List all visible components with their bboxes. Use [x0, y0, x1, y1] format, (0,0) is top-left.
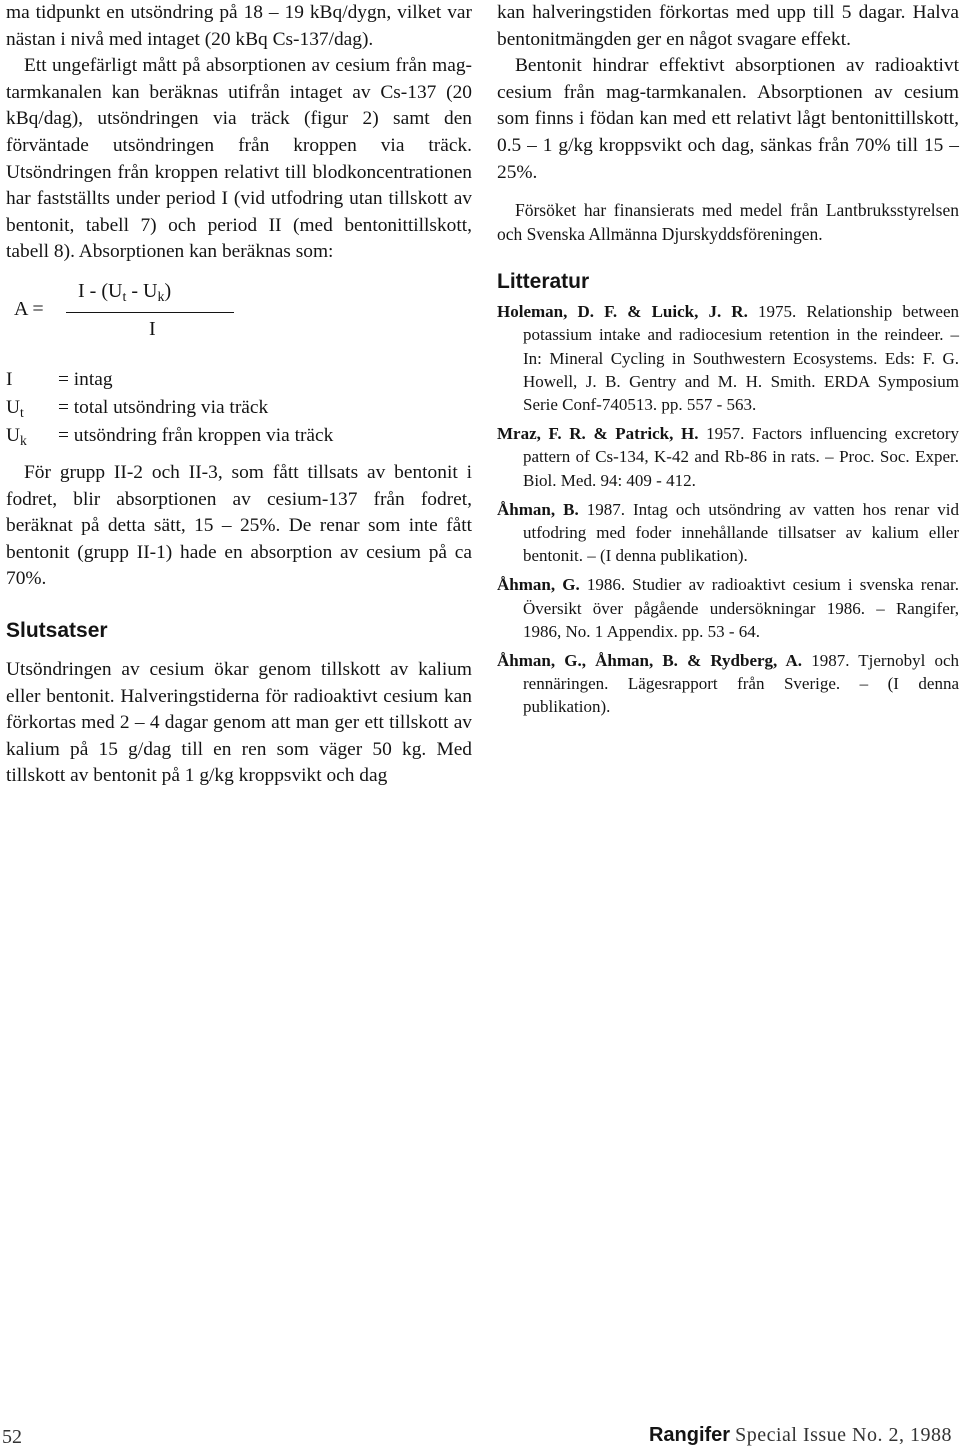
issue-info: Special Issue No. 2, 1988: [735, 1424, 952, 1446]
formula-denominator: I: [149, 317, 156, 340]
reference-list: [497, 300, 959, 718]
formula-definitions: [6, 366, 333, 450]
reference-item: Mraz, F. R. & Patrick, H. 1957. Factors influencing excretory pattern of Cs-134, K-42 and Rb-86 in rats. – Proc. Soc. Exper. Biol. Med. 94: 409 - 412.: [497, 424, 959, 490]
paragraph-continuation-right: kan halveringstiden förkortas med upp till 5 dagar. Halva bentonitmängden ger en något svagare effekt.: [497, 2, 959, 50]
right-column: [497, 0, 959, 725]
formula-lhs: A =: [14, 297, 44, 320]
page-number: 52: [2, 1426, 22, 1448]
formula-numerator: I - $(U_t - U_k)$: [78, 279, 172, 305]
fraction-bar: [66, 312, 234, 313]
paragraph-results: För grupp II-2 och II-3, som fått tillsats av bentonit i fodret, blir absorptionen av cesium-137 från fodret, beräknat på detta sätt, 15 – 25%. De renar som inte fått bentonit (grupp II-1) hade en absorption av cesium på ca 70%.: [6, 461, 472, 590]
reference-item: Holeman, D. F. & Luick, J. R. 1975. Relationship between potassium intake and radiocesium retention in the reindeer. – In: Mineral Cycling in Southwestern Ecosystems. Eds: F. G. Howell, J. B. Gentry and M. H. Smith. ERDA Symposium Serie Conf-740513. pp. 557 - 563.: [497, 302, 960, 414]
reference-item: Åhman, B. 1987. Intag och utsöndring av vatten hos renar vid utfodring med foder innehållande tillsatser av kalium eller bentonit. – (I denna publikation).: [497, 499, 959, 566]
journal-footer: [649, 1424, 952, 1447]
definition-row: $U_t$ = total utsöndring via träck: [6, 396, 269, 420]
journal-name: Rangifer: [648, 1424, 731, 1446]
paragraph-funding: Försöket har finansierats med medel från Lantbruksstyrelsen och Svenska Allmänna Djurskyddsföreningen.: [497, 200, 959, 245]
absorption-formula: [6, 274, 472, 452]
reference-item: Åhman, G., Åhman, B. & Rydberg, A. 1987. Tjernobyl och rennäringen. Lägesrapport från Sverige. – (I denna publikation).: [497, 651, 959, 717]
paragraph-conclusions: Utsöndringen av cesium ökar genom tillskott av kalium eller bentonit. Halveringstiderna för radioaktivt cesium kan förkortas med 2 – 4 dagar genom att man ger ett tillskott av kalium på 15 g/dag till en ren som väger 50 kg. Med tillskott av bentonit på 1 g/kg kroppsvikt och dag: [6, 658, 472, 787]
section-heading-literature: Litteratur: [497, 270, 590, 294]
left-column: [6, 0, 472, 790]
reference-item: Åhman, G. 1986. Studier av radioaktivt cesium i svenska renar. Översikt över pågående undersökningar 1986. – Rangifer, 1986, No. 1 Appendix. pp. 53 - 64.: [497, 575, 959, 641]
definition-row: $U_k$ = utsöndring från kroppen via träck: [6, 424, 334, 448]
paragraph-absorption-method: Ett ungefärligt mått på absorptionen av cesium från mag-tarmkanalen kan beräknas utifrån intaget av Cs-137 (20 kBq/dag), utsöndringen via träck (figur 2) samt den förväntade utsöndringen från kroppen via träck. Utsöndringen från kroppen relativt till blodkoncentrationen har fastställts under period I (vid utfodring utan tillskott av bentonit, tabell 7) och period II (med bentonittillskott, tabell 8). Absorptionen kan beräknas som:: [6, 55, 472, 263]
paragraph-bentonite: Bentonit hindrar effektivt absorptionen av radioaktivt cesium från mag-tarmkanalen. Absorptionen av cesium som finns i födan kan med ett relativt lågt bentonittillskott, 0.5 – 1 g/kg kroppsvikt och dag, sänkas från 70% till 15 – 25%.: [497, 55, 959, 183]
section-heading-conclusions: Slutsatser: [6, 618, 108, 642]
definition-row: I = intag: [6, 368, 113, 390]
paragraph-continuation: ma tidpunkt en utsöndring på 18 – 19 kBq/dygn, vilket var nästan i nivå med intaget (20 kBq Cs-137/dag).: [6, 2, 472, 50]
